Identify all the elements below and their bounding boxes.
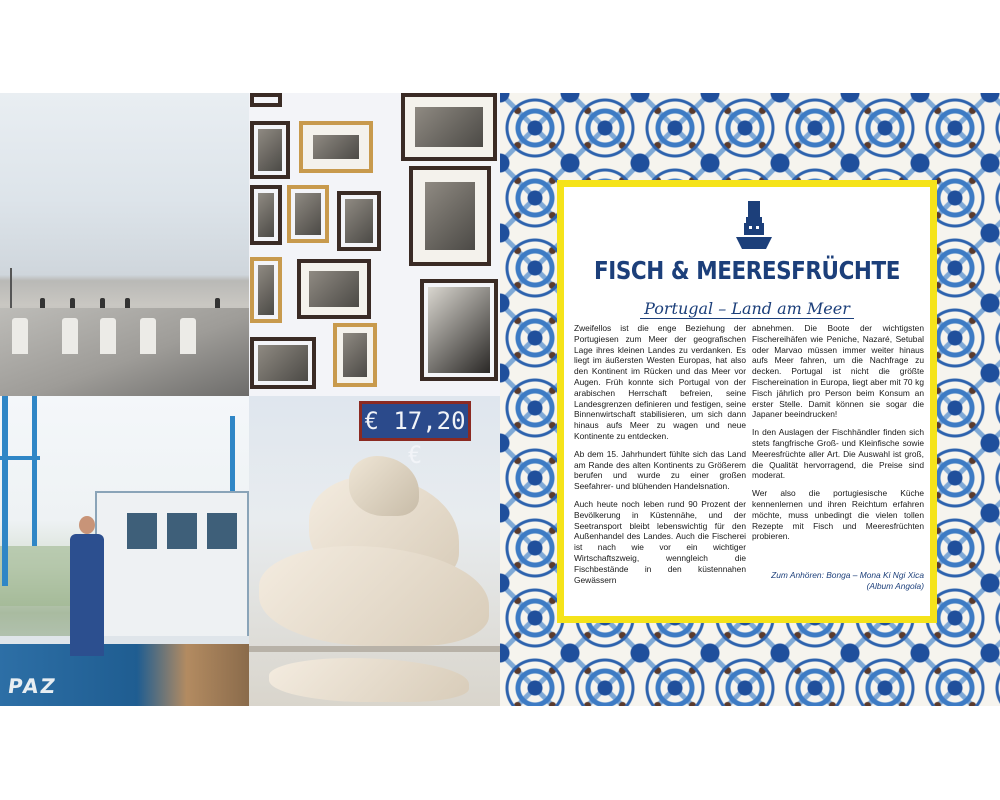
promenade-pavement <box>0 308 249 396</box>
picture-frame <box>287 185 329 243</box>
fisherman <box>62 516 112 656</box>
paragraph: Ab dem 15. Jahrhundert fühlte sich das Land am Rande des alten Kontinents zu Größerem berufen und wurde zu einer großen Seefahrer- und blühenden Handelsnation. <box>574 448 746 492</box>
fishing-boat-photo <box>0 396 249 706</box>
bollard <box>100 318 116 354</box>
picture-frame <box>401 93 497 161</box>
paragraph: Zweifellos ist die enge Beziehung der Portugiesen zum Meer der geografischen Lage ihres kleinen Landes zu verdanken. Es liegt im äußersten Westen Europas, hat also den Kontinent im Rücken und das Meer vor Augen. Früh konnte sich Portugal von der arabischen Herrschaft befreien, seine Landesgrenzen definieren und festigen, seine Binnenwirtschaft stabilisieren, um sich dann hinaus aufs Meer zu wagen und neue Kontinente zu entdecken. <box>574 323 746 441</box>
picture-frame <box>250 337 316 389</box>
boat-mast <box>32 396 37 546</box>
paragraph: abnehmen. Die Boote der wichtigsten Fischereihäfen wie Peniche, Nazaré, Setubal oder Marvao müssen immer weiter hinaus aufs Meer fahren, um die Nachfrage zu decken. Portugal ist nicht die größte Fischereination in Europa, liegt aber mit 70 kg Fisch jährlich pro Person beim Konsum an erster Stelle. Damit können sie sogar die Japaner beeindrucken! <box>752 323 924 420</box>
bollard <box>62 318 78 354</box>
boat-mast <box>2 396 8 586</box>
boat-mast <box>0 456 40 460</box>
listening-tip: Zum Anhören: Bonga – Mona Ki Ngi Xica (Album Angola) <box>771 570 924 591</box>
display-shelf <box>249 646 500 652</box>
subtitle-text: Portugal – Land am Meer <box>640 299 854 319</box>
hull-lettering: PAZ <box>6 674 59 698</box>
picture-frame <box>250 121 290 179</box>
dried-cod-photo <box>249 396 500 706</box>
cabin-window <box>167 513 197 549</box>
dried-fish-pile <box>269 658 469 702</box>
hull-stripe <box>0 636 249 644</box>
paragraph: In den Auslagen der Fischhändler finden sich stets fangfrische Groß- und Kleinfische sowie Meeresfrüchte aller Art. Die Auswahl ist groß, die Qualität hervorragend, die Preise sind moderat. <box>752 427 924 481</box>
picture-frame <box>297 259 371 319</box>
picture-frame <box>250 257 282 323</box>
bollard <box>180 318 196 354</box>
bollard <box>12 318 28 354</box>
picture-frame <box>337 191 381 251</box>
picture-frame <box>409 166 491 266</box>
article-box <box>557 180 937 623</box>
picture-frame <box>250 185 282 245</box>
promenade-photo <box>0 93 249 396</box>
cabin-window <box>207 513 237 549</box>
picture-frame <box>333 323 377 387</box>
cabin-window <box>127 513 157 549</box>
paragraph: Wer also die portugiesische Küche kennenlernen und ihren Reichtum erfahren möchte, muss unbedingt die vielen tollen Rezepte mit Fisch und Meeresfrüchten probieren. <box>752 488 924 542</box>
bollard <box>140 318 156 354</box>
picture-frame <box>420 279 498 381</box>
article-subtitle <box>564 299 930 318</box>
price-sign: € 17,20 € <box>359 401 471 441</box>
ship-icon <box>736 201 772 251</box>
picture-frame <box>299 121 373 173</box>
text-column-right <box>752 323 924 599</box>
gallery-wall-photo <box>249 93 500 396</box>
boat-cabin <box>95 491 249 655</box>
picture-frame <box>250 93 282 107</box>
article-title: FISCH & MEERESFRÜCHTE <box>594 256 900 285</box>
paragraph: Auch heute noch leben rund 90 Prozent der Bevölkerung in Küstennähe, und der Seetransport bleibt lebenswichtig für den Außenhandel des Landes. Auch die Fischerei ist nach wie vor ein wichtiger Wirtschaftszweig, wenngleich die Fischbestände in den küstennahen Gewässern <box>574 498 746 585</box>
text-column-left <box>574 323 746 592</box>
